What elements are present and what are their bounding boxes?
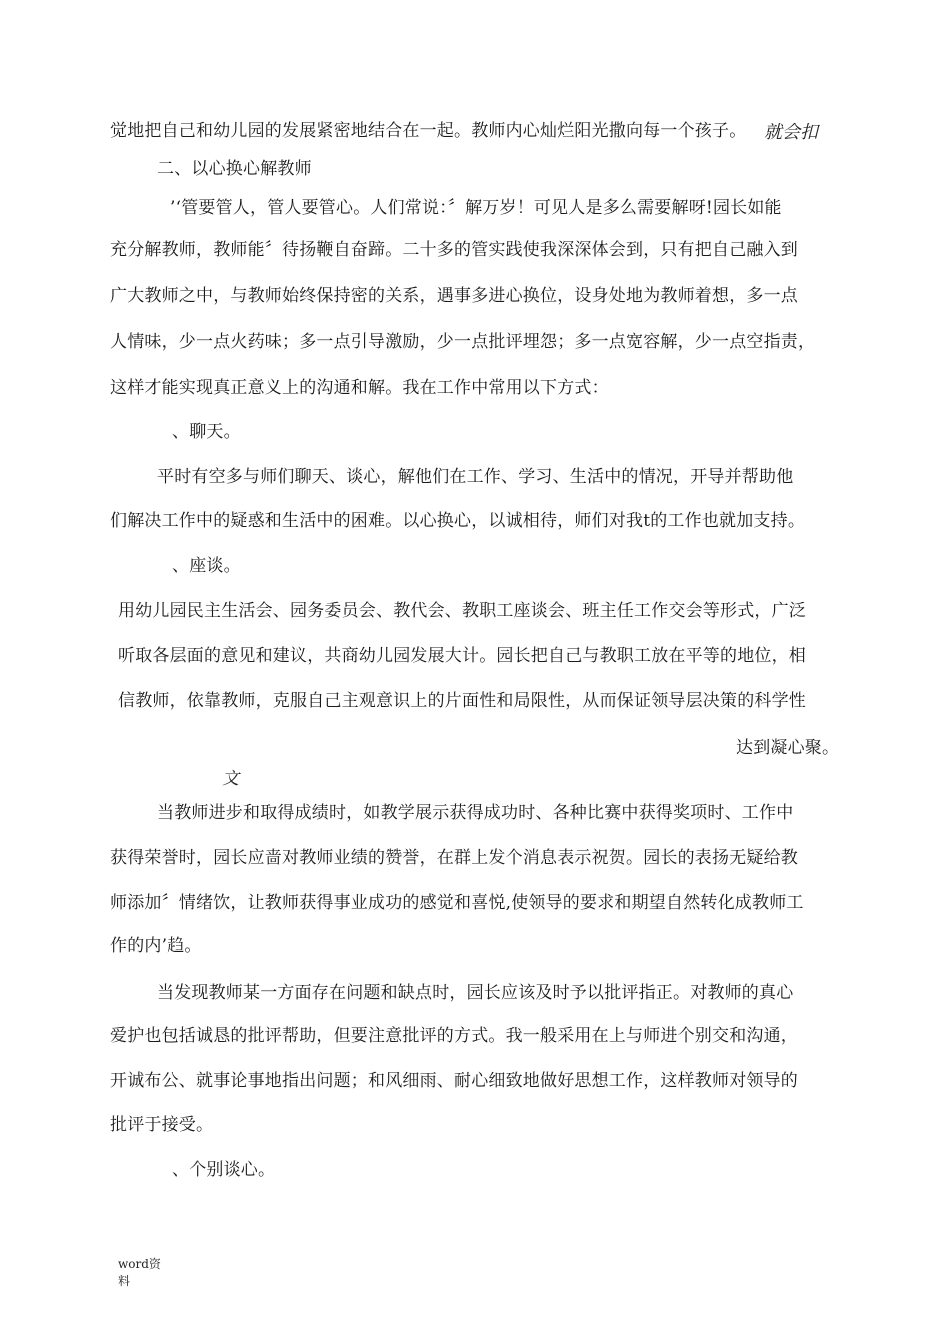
footer-line: word资 (118, 1257, 161, 1271)
text-line: 平时有空多与师们聊天、谈心，解他们在工作、学习、生活中的情况，开导并帮助他 (157, 467, 794, 487)
text-line: 达到凝心聚。 (736, 738, 840, 758)
text-line: 当发现教师某一方面存在问题和缺点时，园长应该及时予以批评指正。对教师的真心 (157, 983, 794, 1003)
text-line: 听取各层面的意见和建议，共商幼儿园发展大计。园长把自己与教职工放在平等的地位，相 (118, 646, 806, 666)
text-line: 信教师，依靠教师，克服自己主观意识上的片面性和局限性，从而保证领导层决策的科学性 (118, 691, 806, 711)
text-line: 当教师进步和取得成绩时，如教学展示获得成功时、各种比赛中获得奖项时、工作中 (157, 803, 794, 823)
text-line: 人情味，少一点火药味；多一点引导激励，少一点批评埋怨；多一点宽容解，少一点空指责， (110, 332, 816, 352)
sub-heading: 、个别谈心。 (172, 1160, 276, 1180)
text-line: 这样才能实现真正意义上的沟通和解。我在工作中常用以下方式： (110, 378, 609, 398)
text-line: 开诚布公、就事论事地指出问题；和风细雨、耐心细致地做好思想工作，这样教师对领导的 (110, 1071, 798, 1091)
text-line: 作的内’趋。 (110, 936, 202, 956)
text-line: 爱护也包括诚恳的批评帮助，但要注意批评的方式。我一般采用在上与师进个别交和沟通， (110, 1026, 798, 1046)
text-line: 用幼儿园民主生活会、园务委员会、教代会、教职工座谈会、班主任工作交会等形式，广泛 (118, 601, 806, 621)
text-line: 批评于接受。 (110, 1115, 214, 1135)
footer-line: 料 (118, 1274, 131, 1288)
text-line: 充分解教师，教师能〞待扬鞭自奋蹄。二十多的管实践使我深深体会到，只有把自己融入到 (110, 240, 798, 260)
text-line: 师添加〞情绪饮，让教师获得事业成功的感觉和喜悦,使领导的要求和期望自然转化成教师工 (110, 893, 804, 913)
text-line: ’‘管要管人，管人要管心。人们常说：〞解万岁！可见人是多么需要解呀!园长如能 (170, 198, 782, 218)
handwritten-mark: 文 (222, 769, 239, 789)
sub-heading: 、聊天。 (172, 422, 241, 442)
sub-heading: 、座谈。 (172, 556, 241, 576)
text-line: 广大教师之中，与教师始终保持密的关系，遇事多进心换位，设身处地为教师着想，多一点 (110, 286, 798, 306)
footer-label (118, 1256, 161, 1290)
text-line: 觉地把自己和幼儿园的发展紧密地结合在一起。教师内心灿烂阳光撒向每一个孩子。 (110, 121, 747, 141)
section-heading: 二、以心换心解教师 (157, 159, 312, 179)
text-line: 们解决工作中的疑惑和生活中的困难。以心换心，以诚相待，师们对我t的工作也就加支持。 (110, 511, 806, 531)
handwritten-annotation: 就会扣 (764, 122, 818, 143)
text-line: 获得荣誉时，园长应啬对教师业绩的赞誉，在群上发个消息表示祝贺。园长的表扬无疑给教 (110, 848, 798, 868)
